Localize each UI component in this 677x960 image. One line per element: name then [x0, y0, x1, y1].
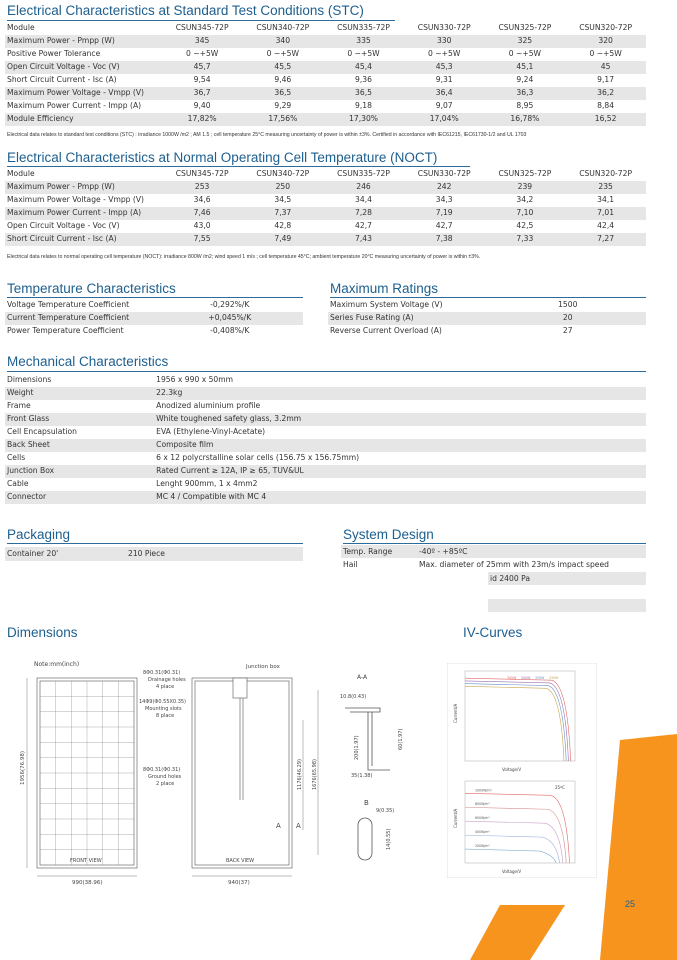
stc-cell: 9,36 — [355, 75, 372, 85]
back-view — [192, 678, 292, 868]
temperature-row — [5, 299, 303, 312]
mechanical-cell: White toughened safety glass, 3.2mm — [154, 413, 646, 426]
noct-cell: 42,8 — [274, 221, 292, 231]
temperature-table — [5, 299, 303, 338]
temperature-cell: Voltage Temperature Coefficient — [7, 300, 130, 310]
drainage-label: 8Φ0.31(Φ0.31) — [143, 670, 181, 676]
noct-cell: CSUN335-72P — [337, 169, 390, 179]
stc-cell: Maximum Power - Pmpp (W) — [5, 35, 162, 48]
stc-cell: 45,7 — [162, 61, 243, 74]
svg-text:Mounting slots: Mounting slots — [145, 706, 182, 712]
stc-cell: Short Circuit Current - Isc (A) — [7, 75, 117, 85]
front-width-label: 990(38.96) — [72, 880, 103, 886]
svg-text:25ºC: 25ºC — [555, 785, 565, 790]
svg-text:35(1.38): 35(1.38) — [351, 773, 373, 779]
mechanical-cell: Junction Box — [5, 465, 154, 478]
mechanical-cell: Frame — [7, 401, 31, 411]
mechanical-cell: Composite film — [154, 439, 646, 452]
back-view-label: BACK VIEW — [226, 858, 255, 864]
iv-top-legend-item: 335W — [535, 676, 545, 680]
noct-row — [5, 194, 646, 207]
stc-cell: 0 ~+5W — [266, 49, 299, 59]
noct-cell: Maximum Power Voltage - Vmpp (V) — [7, 195, 145, 205]
svg-text:14(0.55): 14(0.55) — [386, 828, 392, 850]
stc-cell: 9,17 — [597, 75, 615, 85]
stc-cell: 17,04% — [404, 113, 485, 126]
noct-row — [5, 220, 646, 233]
noct-cell: CSUN330-72P — [417, 169, 471, 179]
page-number: 25 — [625, 899, 636, 909]
noct-cell: 43,0 — [193, 221, 211, 231]
svg-text:2 place: 2 place — [156, 781, 175, 787]
svg-text:8 place: 8 place — [156, 713, 175, 719]
mechanical-row — [5, 426, 646, 439]
system-design-row-empty — [488, 599, 646, 612]
temperature-row — [5, 312, 303, 325]
temperature-cell: Current Temperature Coefficient — [5, 312, 157, 325]
ground-label: 8Φ0.31(Φ0.31) — [143, 767, 181, 773]
stc-cell: 36,5 — [242, 87, 323, 100]
stc-cell: 325 — [485, 35, 566, 48]
noct-cell: 7,38 — [404, 233, 485, 246]
temperature-row — [5, 325, 303, 338]
stc-cell: 45,5 — [242, 61, 323, 74]
hail-label: Hail — [343, 560, 358, 569]
iv-bottom-legend-item: 1000W/m² — [475, 788, 492, 793]
noct-cell: 34,6 — [193, 195, 211, 205]
iv-bottom-legend-item: 200W/m² — [475, 844, 490, 849]
noct-cell: 7,46 — [162, 207, 243, 220]
mechanical-row — [5, 465, 646, 478]
mechanical-row — [5, 478, 646, 491]
stc-cell: 45,1 — [485, 61, 566, 74]
noct-cell: CSUN325-72P — [498, 169, 552, 179]
noct-cell: CSUN320-72P — [579, 169, 633, 179]
stc-cell: 9,31 — [435, 75, 453, 85]
stc-cell: 36,4 — [404, 87, 485, 100]
svg-text:Ground holes: Ground holes — [148, 774, 182, 780]
mechanical-row — [5, 452, 646, 465]
iv-top-legend-item: 345W — [507, 676, 517, 680]
system-design-row-hail — [341, 558, 646, 571]
stc-cell: 36,3 — [485, 87, 566, 100]
mechanical-cell: MC 4 / Compatible with MC 4 — [154, 491, 646, 504]
svg-text:1176(46.29): 1176(46.29) — [297, 759, 303, 790]
svg-text:Drainage holes: Drainage holes — [148, 677, 186, 683]
noct-cell: 239 — [485, 181, 566, 194]
section-aa-label: A-A — [357, 674, 368, 681]
mechanical-cell: Dimensions — [7, 375, 52, 385]
stc-cell: 340 — [242, 35, 323, 48]
stc-cell: CSUN325-72P — [498, 23, 552, 33]
stc-cell: Open Circuit Voltage - Voc (V) — [5, 61, 162, 74]
stc-cell: CSUN345-72P — [175, 23, 229, 33]
stc-cell: CSUN330-72P — [417, 23, 471, 33]
stc-cell: 17,82% — [162, 113, 243, 126]
svg-text:4 place: 4 place — [156, 684, 175, 690]
svg-text:10.8(0.43): 10.8(0.43) — [340, 694, 367, 700]
noct-title: Electrical Characteristics at Normal Operating Cell Temperature (NOCT) — [7, 150, 438, 165]
max-ratings-cell: Series Fuse Rating (A) — [328, 312, 489, 325]
noct-cell: 34,2 — [516, 195, 534, 205]
noct-cell: 250 — [242, 181, 323, 194]
noct-cell: CSUN340-72P — [256, 169, 310, 179]
mechanical-row — [5, 400, 646, 413]
noct-cell: 253 — [162, 181, 243, 194]
system-design-title: System Design — [343, 527, 434, 542]
mechanical-row — [5, 374, 646, 387]
stc-cell: 45 — [565, 61, 646, 74]
noct-cell: 42,7 — [355, 221, 372, 231]
stc-cell: 16,52 — [565, 113, 646, 126]
svg-text:200(1.97): 200(1.97) — [354, 735, 360, 760]
back-width-label: 940(37) — [228, 880, 250, 886]
svg-text:Current/A: Current/A — [453, 808, 458, 828]
dimensions-title: Dimensions — [7, 625, 78, 640]
stc-cell: CSUN335-72P — [337, 23, 390, 33]
stc-row — [5, 113, 646, 126]
svg-text:60(1.97): 60(1.97) — [398, 728, 404, 750]
iv-bottom-legend-item: 600W/m² — [475, 816, 490, 821]
mechanical-cell: Anodized aluminium profile — [156, 401, 261, 411]
svg-text:Voltage/V: Voltage/V — [502, 869, 522, 874]
temp-range-value: -40º - +85ºC — [419, 547, 468, 556]
mechanical-table — [5, 374, 646, 504]
noct-cell: 42,4 — [597, 221, 615, 231]
packaging-value: 210 Piece — [128, 549, 165, 558]
stc-cell: Module Efficiency — [5, 113, 162, 126]
stc-row — [5, 87, 646, 100]
system-design-row-temp — [341, 545, 646, 558]
max-ratings-cell: 1500 — [558, 300, 578, 310]
system-design-row-load — [488, 572, 646, 585]
mechanical-cell: 6 x 12 polycrstalline solar cells (156.75 x 156.75mm) — [156, 453, 360, 463]
stc-cell: 0 ~+5W — [428, 49, 461, 59]
junction-box-label: Junction box — [246, 664, 280, 670]
temperature-cell: -0,292%/K — [210, 300, 250, 310]
noct-cell: 34,5 — [274, 195, 292, 205]
temp-range-label: Temp. Range — [343, 547, 393, 556]
temperature-cell: +0,045%/K — [157, 312, 303, 325]
noct-cell: Open Circuit Voltage - Voc (V) — [7, 221, 120, 231]
iv-curves-chart — [447, 663, 597, 878]
packaging-row — [5, 547, 303, 561]
stc-cell: 16,78% — [485, 113, 566, 126]
mechanical-cell: Connector — [5, 491, 154, 504]
svg-text:A: A — [296, 822, 301, 830]
hail-value: Max. diameter of 25mm with 23m/s impact speed — [419, 560, 609, 569]
max-ratings-cell: 20 — [489, 312, 646, 325]
stc-cell: 0 ~+5W — [185, 49, 219, 59]
noct-row — [5, 207, 646, 220]
temperature-cell: Power Temperature Coefficient — [7, 326, 124, 336]
max-ratings-row — [328, 299, 646, 312]
noct-cell: 42,7 — [435, 221, 453, 231]
stc-cell: 335 — [323, 35, 404, 48]
iv-top-legend-item: 330W — [549, 676, 559, 680]
max-ratings-row — [328, 325, 646, 338]
mechanical-cell: Lenght 900mm, 1 x 4mm2 — [156, 479, 258, 489]
stc-cell: 17,30% — [323, 113, 404, 126]
iv-bottom-legend-item: 800W/m² — [475, 802, 490, 807]
dimensions-drawing — [0, 650, 430, 890]
mechanical-cell: Cable — [7, 479, 29, 489]
noct-cell: Module — [7, 169, 35, 179]
mechanical-cell: 22.3kg — [154, 387, 646, 400]
stc-cell: 9,46 — [274, 75, 292, 85]
noct-cell: 235 — [565, 181, 646, 194]
mechanical-row — [5, 387, 646, 400]
noct-cell: CSUN345-72P — [175, 169, 229, 179]
temperature-cell: -0,408%/K — [210, 326, 250, 336]
noct-row — [5, 233, 646, 246]
mechanical-cell: 1956 x 990 x 50mm — [156, 375, 234, 385]
max-ratings-cell: Reverse Current Overload (A) — [330, 326, 442, 336]
stc-cell: 9,40 — [193, 101, 211, 111]
stc-cell: 9,54 — [193, 75, 211, 85]
stc-note: Electrical data relates to standard test conditions (STC) : irradiance 1000W /m2 ; AM 1.5 ; cell temperature 25°C measuring uncertainty of power is within ±3%. Certified in accordance with IEC61215, IEC61730-1/2 and UL 1703 — [7, 132, 527, 138]
noct-cell: 34,4 — [355, 195, 372, 205]
stc-cell: 9,24 — [516, 75, 534, 85]
noct-row — [5, 168, 646, 181]
stc-cell: 0 ~+5W — [589, 49, 622, 59]
mechanical-cell: Cell Encapsulation — [7, 427, 77, 437]
mechanical-row — [5, 439, 646, 452]
stc-cell: 36,2 — [565, 87, 646, 100]
mechanical-cell: Front Glass — [5, 413, 154, 426]
mechanical-cell: Weight — [5, 387, 154, 400]
stc-cell: 320 — [565, 35, 646, 48]
stc-cell: 345 — [162, 35, 243, 48]
stc-cell: 36,7 — [162, 87, 243, 100]
noct-cell: 7,43 — [323, 233, 404, 246]
noct-cell: Maximum Power Current - Impp (A) — [5, 207, 162, 220]
mechanical-row — [5, 413, 646, 426]
stc-cell: 8,84 — [597, 101, 615, 111]
iv-top-legend-item: 340W — [521, 676, 531, 680]
stc-cell: 9,29 — [274, 101, 292, 111]
noct-cell: Maximum Power - Pmpp (W) — [5, 181, 162, 194]
noct-cell: Short Circuit Current - Isc (A) — [5, 233, 162, 246]
noct-cell: 7,49 — [242, 233, 323, 246]
stc-cell: CSUN340-72P — [256, 23, 310, 33]
mechanical-row — [5, 491, 646, 504]
stc-cell: 8,95 — [516, 101, 534, 111]
mechanical-cell: EVA (Ethylene-Vinyl-Acetate) — [156, 427, 266, 437]
stc-row — [5, 22, 646, 35]
mechanical-cell: Rated Current ≥ 12A, IP ≥ 65, TUV&UL — [154, 465, 646, 478]
load-value: id 2400 Pa — [490, 574, 530, 583]
noct-row — [5, 181, 646, 194]
packaging-title: Packaging — [7, 527, 71, 542]
stc-cell: 36,5 — [323, 87, 404, 100]
svg-text:Current/A: Current/A — [453, 703, 458, 723]
max-ratings-row — [328, 312, 646, 325]
max-ratings-table — [328, 299, 646, 338]
iv-bottom-legend-item: 400W/m² — [475, 830, 490, 835]
mechanical-cell: Cells — [7, 453, 26, 463]
svg-text:Voltage/V: Voltage/V — [502, 767, 522, 772]
packaging-label: Container 20' — [7, 549, 59, 558]
stc-row — [5, 35, 646, 48]
svg-text:A: A — [276, 822, 281, 830]
mechanical-cell: Back Sheet — [5, 439, 154, 452]
noct-cell: 42,5 — [516, 221, 534, 231]
section-b-label: B — [364, 799, 369, 807]
stc-row — [5, 100, 646, 113]
noct-cell: 7,55 — [162, 233, 243, 246]
noct-cell: 7,33 — [485, 233, 566, 246]
noct-table — [5, 168, 646, 246]
max-ratings-title: Maximum Ratings — [330, 281, 439, 296]
stc-cell: CSUN320-72P — [579, 23, 633, 33]
stc-cell: Module — [7, 23, 35, 33]
stc-cell: Positive Power Tolerance — [7, 49, 101, 59]
svg-text:1676(65.98): 1676(65.98) — [312, 759, 318, 790]
mechanical-title: Mechanical Characteristics — [7, 354, 169, 369]
stc-cell: Maximum Power Voltage - Vmpp (V) — [5, 87, 162, 100]
max-ratings-cell: Maximum System Voltage (V) — [330, 300, 443, 310]
stc-row — [5, 74, 646, 87]
noct-cell: 34,1 — [597, 195, 615, 205]
height-label: 1956(76.98) — [20, 750, 26, 785]
stc-cell: 330 — [404, 35, 485, 48]
max-ratings-cell: 27 — [562, 326, 573, 336]
stc-cell: 45,3 — [404, 61, 485, 74]
mounting-label: 14Φ9(Φ0.55X0.35) — [139, 699, 187, 705]
stc-cell: 45,4 — [323, 61, 404, 74]
noct-cell: 7,01 — [565, 207, 646, 220]
noct-cell: 242 — [404, 181, 485, 194]
stc-table — [5, 22, 646, 126]
noct-cell: 7,27 — [565, 233, 646, 246]
stc-cell: 9,07 — [435, 101, 453, 111]
stc-cell: 0 ~+5W — [347, 49, 380, 59]
noct-cell: 7,28 — [323, 207, 404, 220]
stc-cell: 0 ~+5W — [508, 49, 542, 59]
stc-row — [5, 48, 646, 61]
note-unit: Note:mm(inch) — [34, 661, 80, 668]
stc-row — [5, 61, 646, 74]
noct-note: Electrical data relates to normal operating cell temperature (NOCT): irradiance 800W /m2; wind speed 1 m/s ; cell temperature 45°C; ambient temperature 20°C measuring uncertainty of power is within ±3%. — [7, 254, 481, 260]
noct-cell: 246 — [323, 181, 404, 194]
iv-curves-title: IV-Curves — [463, 625, 523, 640]
noct-cell: 7,37 — [242, 207, 323, 220]
noct-cell: 7,10 — [485, 207, 566, 220]
stc-cell: 17,56% — [242, 113, 323, 126]
stc-cell: Maximum Power Current - Impp (A) — [7, 101, 142, 111]
stc-cell: 9,18 — [355, 101, 372, 111]
noct-cell: 7,19 — [404, 207, 485, 220]
temperature-title: Temperature Characteristics — [7, 281, 176, 296]
svg-text:9(0.35): 9(0.35) — [376, 808, 395, 814]
front-view-label: FRONT VIEW — [70, 858, 102, 864]
noct-cell: 34,3 — [435, 195, 453, 205]
stc-title: Electrical Characteristics at Standard Test Conditions (STC) — [7, 3, 364, 18]
